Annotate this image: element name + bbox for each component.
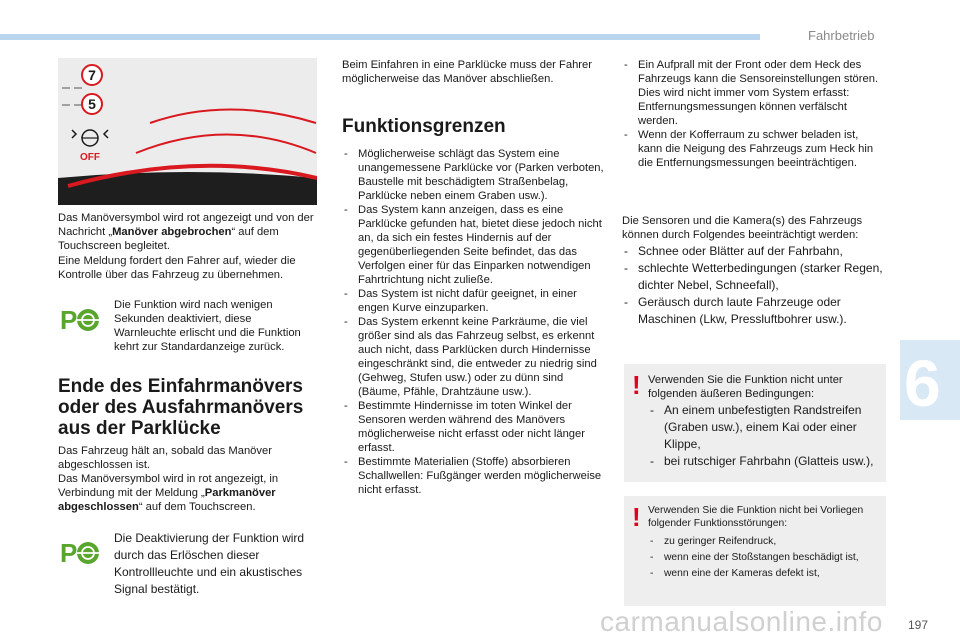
list-item: - zu geringer Reifendruck,	[648, 534, 886, 550]
list-item: - An einem unbefestigten Randstreifen (Graben usw.), einem Kai oder einer Klippe,	[648, 402, 884, 453]
list-item: - Das System kann anzeigen, dass es eine Parklücke gefunden hat, bietet diese jedoch nicht an, da sich ein festes Hindernis auf der gegenüberliegenden Seite befindet, das das Verfolgen einer für das Einparken notwendigen Fahrtrichtung nicht zuließe.	[342, 203, 604, 287]
note-deactivation: Die Funktion wird nach wenigen Sekunden deaktiviert, diese Warnleuchte erlischt und die Funktion kehrt zur Standardanzeige zurück.	[114, 299, 301, 353]
page-number: 197	[908, 618, 929, 632]
middle-intro: Beim Einfahren in eine Parklücke muss der Fahrer möglicherweise das Manöver abschließen.	[342, 59, 592, 85]
svg-text:P: P	[60, 305, 78, 335]
warning-text: Verwenden Sie die Funktion nicht bei Vorliegen folgender Funktionsstörungen:	[648, 505, 864, 529]
parking-warning-light-icon	[60, 305, 102, 335]
list-item: - Das System ist nicht dafür geeignet, in einer engen Kurve einzuparken.	[342, 287, 604, 315]
left-p1-end: “ auf dem Touchscreen begleitet.	[58, 226, 279, 252]
list-item: - Bestimmte Hindernisse im toten Winkel der Sensoren werden während des Manövers möglicherweise nicht erfasst oder nicht länger erfasst.	[342, 399, 604, 455]
list-item: - Möglicherweise schlägt das System eine unangemessene Parklücke vor (Parken verboten, Baustelle mit beschädigtem Straßenbelag, Parklücke neben einem Graben usw.).	[342, 147, 604, 203]
parking-warning-light-icon-2	[60, 538, 102, 568]
left-p1-bold: Manöver abgebrochen	[112, 226, 232, 238]
list-item: - bei rutschiger Fahrbahn (Glatteis usw.),	[648, 453, 884, 470]
svg-text:P: P	[60, 538, 78, 568]
chapter-number: 6	[904, 346, 941, 420]
header-accent-bar	[0, 34, 760, 40]
off-label: OFF	[80, 152, 100, 163]
left-p1-text: Das Manöversymbol wird rot angezeigt und von der Nachricht „	[58, 212, 314, 238]
warning-box-malfunctions	[624, 496, 886, 606]
heading-limitations: Funktionsgrenzen	[342, 116, 506, 137]
list-item: - Bestimmte Materialien (Stoffe) absorbieren Schallwellen: Fußgänger werden möglicherweise nicht erfasst.	[342, 455, 604, 497]
heading-end-of-maneuver: Ende des Einfahrmanövers oder des Ausfahrmanövers aus der Parklücke	[58, 376, 304, 439]
warning-list	[648, 402, 884, 470]
section-title: Fahrbetrieb	[808, 28, 875, 43]
limitations-list	[342, 147, 604, 497]
left-paragraph-4	[58, 472, 320, 514]
list-item: - wenn eine der Kameras defekt ist,	[648, 566, 886, 582]
left-paragraph-2: Eine Meldung fordert den Fahrer auf, wieder die Kontrolle über das Fahrzeug zu übernehmen.	[58, 255, 296, 281]
list-item: - schlechte Wetterbedingungen (starker Regen, dichter Nebel, Schneefall),	[622, 260, 884, 294]
list-item: - Ein Aufprall mit der Front oder dem Heck des Fahrzeugs kann die Sensoreinstellungen stören. Dies wird nicht immer vom System erfasst: Entfernungsmessungen können verfälscht werden.	[622, 58, 884, 128]
list-item: - Das System erkennt keine Parkräume, die viel größer sind als das Fahrzeug selbst, es erkennt auch nicht, dass Parklücken durch Hindernisse eingeschränkt sind, die entweder zu niedrig sind (Gehweg, Stufen usw.) oder zu dünn sind (Bäume, Pfähle, Drahtzäune usw.).	[342, 315, 604, 399]
impact-list	[622, 58, 884, 170]
note-deactivation-signal: Die Deaktivierung der Funktion wird durch das Erlöschen dieser Kontrollleuchte und ein akustisches Signal bestätigt.	[114, 531, 305, 596]
warning-list	[648, 534, 886, 582]
sensor-conditions-list	[622, 243, 884, 328]
sensors-paragraph: Die Sensoren und die Kamera(s) des Fahrzeugs können durch Folgendes beeinträchtigt werden:	[622, 215, 863, 241]
warning-box-conditions	[624, 364, 886, 482]
left-p4-bold: Parkmanöver abgeschlossen	[58, 487, 276, 513]
watermark: carmanualsonline.info	[600, 606, 883, 637]
left-p4-end: “ auf dem Touchscreen.	[138, 501, 256, 513]
warning-text: Verwenden Sie die Funktion nicht unter folgenden äußeren Bedingungen:	[648, 374, 843, 400]
warning-icon: !	[632, 370, 641, 400]
left-p4-text: Das Manöversymbol wird in rot angezeigt, in Verbindung mit der Meldung „	[58, 473, 279, 499]
warning-icon: !	[632, 502, 641, 532]
left-paragraph-3: Das Fahrzeug hält an, sobald das Manöver abgeschlossen ist.	[58, 445, 272, 471]
callout-5	[82, 94, 102, 114]
left-paragraph-1	[58, 211, 320, 253]
callout-7	[82, 65, 102, 85]
list-item: - Wenn der Kofferraum zu schwer beladen ist, kann die Neigung des Fahrzeugs zum Heck hin die Entfernungsmessungen beeinträchtigen.	[622, 128, 884, 170]
callout-7-label: 7	[88, 67, 96, 83]
callout-5-label: 5	[88, 96, 96, 112]
list-item: - Schnee oder Blätter auf der Fahrbahn,	[622, 243, 884, 260]
parking-display-figure	[58, 58, 317, 205]
list-item: - wenn eine der Stoßstangen beschädigt ist,	[648, 550, 886, 566]
list-item: - Geräusch durch laute Fahrzeuge oder Maschinen (Lkw, Pressluftbohrer usw.).	[622, 294, 884, 328]
